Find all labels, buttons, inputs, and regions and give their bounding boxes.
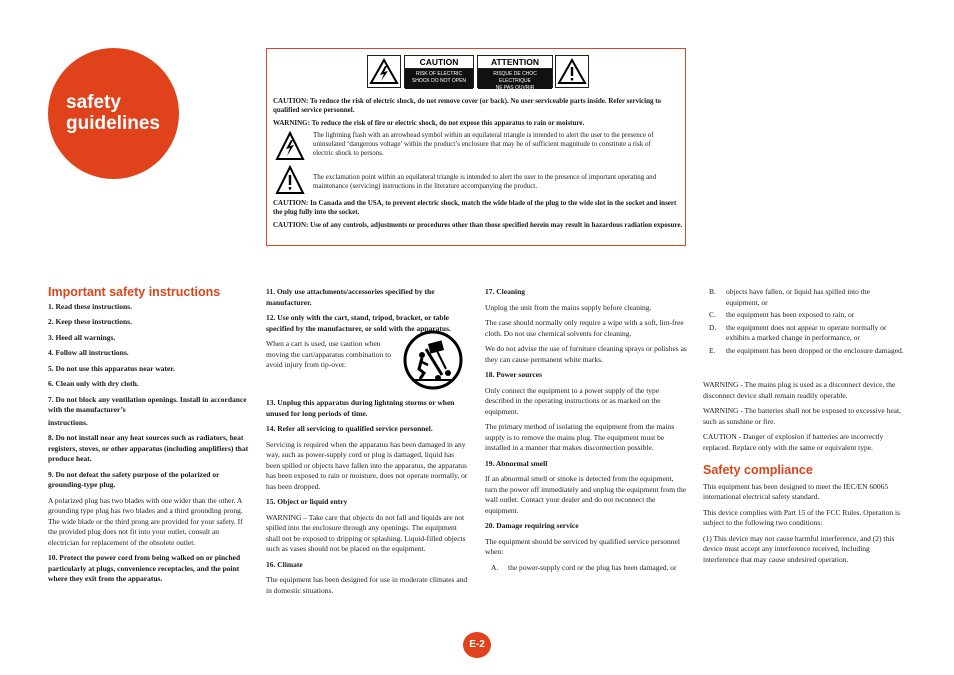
instruction-7: 7. Do not block any ventilation openings. Install in accordance with the manufacturer’s [48,394,247,414]
list-key-d: D. [709,322,717,332]
attention-label-sub [478,69,552,89]
instruction-4: 4. Follow all instructions. [48,348,129,357]
instruction-20: 20. Damage requiring service [485,521,579,530]
instruction-2: 2. Keep these instructions. [48,317,132,326]
instruction-15-body: WARNING – Take care that objects do not fall and liquids are not spilled into the enclosure through any openings. The equipment shall not be exposed to dripping or splashing. Liquid-filled objects such as vases should not be placed on the equipment. [266,512,466,553]
column-1 [48,287,250,590]
instruction-5: 5. Do not use this apparatus near water. [48,363,175,373]
instruction-17-body-3: We do not advise the use of furniture cleaning sprays or polishes as they can cause permanent white marks. [485,344,687,364]
list-item-a [485,563,687,574]
exclamation-description: The exclamation point within an equilateral triangle is intended to alert the user to the presence of important operating and maintenance (servicing) instructions in the literature accompanying the product. [313,173,657,190]
attention-label-head: ATTENTION [478,56,552,69]
instruction-12: 12. Use only with the cart, stand, tripod, bracket, or table specified by the manufacturer, or sold with the apparatus. [266,313,451,333]
instruction-9: 9. Do not defeat the safety purpose of the polarized or grounding-type plug. [48,469,220,489]
column-4 [703,287,905,570]
list-text-a: the power-supply cord or the plug has been damaged, or [508,562,677,572]
caution-label-sub [405,69,473,89]
instruction-18: 18. Power sources [485,370,543,379]
compliance-iec: This equipment has been designed to meet the IEC/EN 60065 international electrical safety standard. [703,481,889,501]
list-key-a: A. [491,562,499,572]
list-key-b: B. [709,287,716,296]
instruction-20-body: The equipment should be serviced by qualified service personnel when: [485,536,680,556]
attention-label [477,55,553,91]
warning-batteries: WARNING - The batteries shall not be exposed to excessive heat, such as sunshine or fire. [703,406,901,426]
caution-box [266,48,686,246]
attention-label-sub-2: NE PAS OUVRIR [495,85,535,91]
instruction-18-body-1: Only connect the equipment to a power supply of the type described in the operating instructions or as marked on the equipment. [485,385,661,416]
title-line-2: guidelines [66,113,160,134]
caution-label [404,55,474,88]
column-2 [266,287,468,601]
caution-controls-text: CAUTION: Use of any controls, adjustments or procedures other than those specified herein may result in hazardous radiation exposure. [273,221,683,229]
instruction-9-body: A polarized plug has two blades with one wider than the other. A grounding type plug has two blades and a third grounding prong. The wide blade or the third prong are provided for your safety. If the provided plug does not fit into your outlet, consult an electrician for replacement of the obsolete outlet. [48,495,243,547]
instruction-3: 3. Heed all warnings. [48,332,116,342]
instruction-16: 16. Climate [266,559,303,569]
lightning-description: The lightning flash with an arrowhead symbol within an equilateral triangle is intended to alert the user to the presence of uninsulated ‘dangerous voltage’ within the product’s enclosure that may be of sufficient magnitude to constitute a risk of electric shock to persons. [313,131,654,157]
attention-label-sub-1: RISQUE DE CHOC ELECTRIQUE [493,71,537,84]
instruction-19: 19. Abnormal smell [485,458,548,468]
exclamation-triangle-icon [275,165,305,200]
instruction-17: 17. Cleaning [485,287,526,296]
instruction-1: 1. Read these instructions. [48,301,132,311]
safety-compliance-heading: Safety compliance [703,463,813,477]
instruction-18-body-2: The primary method of isolating the equipment from the mains supply is to remove the mains plug. The equipment must be installed in a manner that makes disconnection possible. [485,422,675,452]
cart-warning-icon [402,329,464,395]
instruction-17-body-1: Unplug the unit from the mains supply before cleaning. [485,302,652,312]
important-safety-heading: Important safety instructions [48,285,221,299]
warning-mains-plug: WARNING - The mains plug is used as a disconnect device, the disconnect device shall remain readily operable. [703,380,896,400]
caution-label-head: CAUTION [405,56,473,69]
instruction-15: 15. Object or liquid entry [266,497,348,506]
instruction-6: 6. Clean only with dry cloth. [48,379,139,388]
instruction-16-body: The equipment has been designed for use in moderate climates and in domestic situations. [266,575,468,595]
lightning-triangle-icon [275,131,305,166]
instruction-17-body-2: The case should normally only require a wipe with a soft, lint-free cloth. Do not use chemical solvents for cleaning. [485,318,684,338]
list-item-e [703,346,905,357]
instruction-8: 8. Do not install near any heat sources such as radiators, heat registers, stoves, or other apparatus (including amplifiers) that produce heat. [48,433,249,463]
instruction-7-cont: instructions. [48,417,88,427]
list-item-b [703,287,905,308]
instruction-14-body: Servicing is required when the apparatus has been damaged in any way, such as power-supply cord or plug is damaged, liquid has been spilled or objects have fallen into the apparatus, the apparatus has been exposed to rain or moisture, does not operate normally, or has been dropped. [266,439,468,491]
page-title [66,92,160,134]
list-text-e: the equipment has been dropped or the enclosure damaged. [726,345,904,355]
list-text-d: the equipment does not appear to operate normally or exhibits a marked change in performance, or [726,322,887,342]
instruction-11: 11. Only use attachments/accessories specified by the manufacturer. [266,287,435,307]
instruction-13: 13. Unplug this apparatus during lightning storms or when unused for long periods of time. [266,398,455,418]
list-text-b: objects have fallen, or liquid has spilled into the equipment, or [726,287,870,307]
list-key-e: E. [709,345,716,355]
title-line-1: safety [66,92,121,113]
instruction-14: 14. Refer all servicing to qualified service personnel. [266,424,433,433]
caution-canada-text: CAUTION: In Canada and the USA, to prevent electric shock, match the wide blade of the plug to the wide slot in the socket and insert the plug fully into the socket. [273,199,677,216]
caution-label-sub-2: SHOCK DO NOT OPEN [411,78,467,84]
instruction-12-body: When a cart is used, use caution when moving the cart/apparatus combination to avoid injury from tip-over. [266,339,391,369]
instruction-19-body: If an abnormal smell or smoke is detected from the equipment, turn the power off immediately and unplug the equipment from the wall outlet. Contact your dealer and do not reconnect the equipment. [485,474,687,515]
exclamation-label-icon [555,55,589,88]
caution-cover-text: CAUTION: To reduce the risk of electric shock, do not remove cover (or back). No user serviceable parts inside. Refer servicing to qualified service personnel. [273,97,662,114]
caution-label-sub-1: RISK OF ELECTRIC [415,71,463,77]
list-item-d [703,323,905,344]
instruction-10: 10. Protect the power cord from being walked on or pinched particularly at plugs, convenience receptacles, and the point where they exit from the apparatus. [48,553,241,583]
list-item-c [703,310,905,321]
list-key-c: C. [709,310,716,319]
lightning-label-icon [367,55,401,88]
page-number: E-2 [463,632,491,658]
compliance-fcc: This device complies with Part 15 of the FCC Rules. Operation is subject to the following two conditions: [703,507,901,527]
caution-batteries: CAUTION - Danger of explosion if batteries are incorrectly replaced. Replace only with the same or equivalent type. [703,432,884,452]
compliance-conditions: (1) This device may not cause harmful interference, and (2) this device must accept any interference received, including interference that may cause undesired operation. [703,533,895,564]
list-text-c: the equipment has been exposed to rain, or [726,310,855,319]
warning-fire-text: WARNING: To reduce the risk of fire or electric shock, do not expose this apparatus to rain or moisture. [273,119,585,127]
cart-section [266,339,468,393]
column-3 [485,287,687,573]
